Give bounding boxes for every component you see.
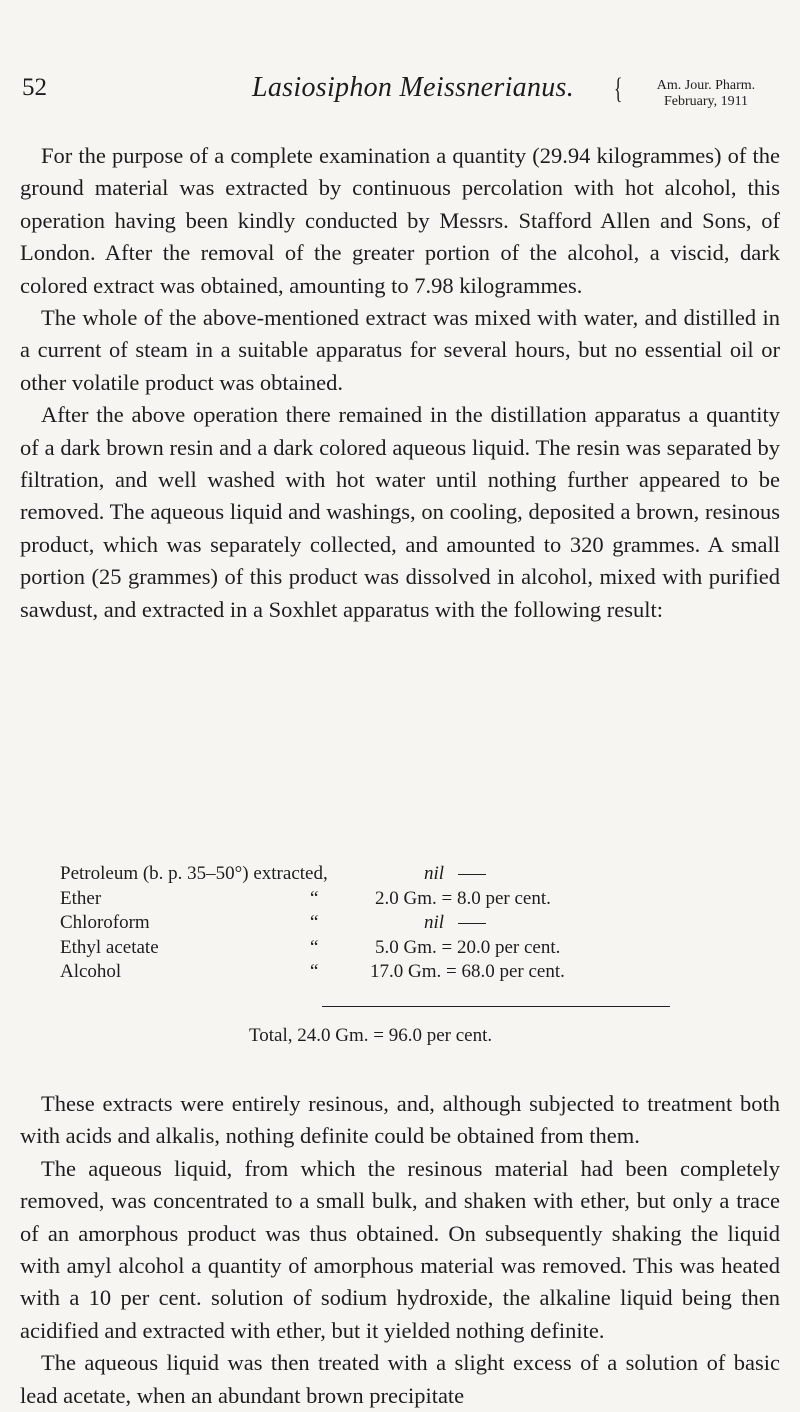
solvent-name: Petroleum (b. p. 35–50°) extracted, bbox=[60, 863, 328, 884]
solvent-name: Ethyl acetate bbox=[60, 936, 159, 958]
extraction-results-table bbox=[60, 862, 660, 1046]
body-text-lower bbox=[20, 1088, 780, 1412]
result-value: 5.0 Gm. = 20.0 per cent. bbox=[375, 936, 561, 958]
solvent-name: Chloroform bbox=[60, 912, 150, 933]
table-row bbox=[60, 911, 660, 936]
paragraph: These extracts were entirely resinous, and, although subjected to treatment both with acids and alkalis, nothing definite could be obtained from them. bbox=[20, 1091, 780, 1149]
nil-dash bbox=[458, 923, 486, 924]
total-rule bbox=[322, 1006, 670, 1007]
table-row bbox=[60, 862, 660, 887]
table-total: Total, 24.0 Gm. = 96.0 per cent. bbox=[249, 1025, 493, 1046]
paragraph: The whole of the above-mentioned extract was mixed with water, and distilled in a current of steam in a suitable apparatus for several hours, but no essential oil or other volatile product was obtained. bbox=[20, 305, 780, 395]
journal-name: Am. Jour. Pharm. bbox=[656, 78, 756, 93]
table-row bbox=[60, 887, 660, 912]
paragraph: The aqueous liquid was then treated with a slight excess of a solution of basic lead acetate, when an abundant brown precipitate bbox=[20, 1350, 780, 1408]
paragraph: The aqueous liquid, from which the resinous material had been completely removed, was concentrated to a small bulk, and shaken with ether, but only a trace of an amorphous product was thus obtained. On subsequently shaking the liquid with amyl alcohol a quantity of amorphous material was removed. This was heated with a 10 per cent. solution of sodium hydroxide, the alkaline liquid being then acidified and extracted with ether, but it yielded nothing definite. bbox=[20, 1155, 780, 1343]
table-row bbox=[60, 936, 660, 961]
ditto-mark: “ bbox=[310, 912, 319, 933]
result-value: 2.0 Gm. = 8.0 per cent. bbox=[375, 887, 551, 909]
page-number: 52 bbox=[22, 74, 47, 101]
paragraph: For the purpose of a complete examination a quantity (29.94 kilogrammes) of the ground material was extracted by continuous percolation with hot alcohol, this operation having been kindly conducted by Messrs. Stafford Allen and Sons, of London. After the removal of the greater portion of the alcohol, a viscid, dark colored extract was obtained, amounting to 7.98 kilogrammes. bbox=[20, 143, 780, 298]
journal-citation bbox=[626, 78, 786, 110]
result-value: nil bbox=[424, 912, 445, 933]
result-value: nil bbox=[424, 863, 445, 884]
journal-brace: { bbox=[613, 72, 623, 105]
running-title: Lasiosiphon Meissnerianus. bbox=[252, 72, 575, 103]
solvent-name: Ether bbox=[60, 887, 102, 909]
nil-dash bbox=[458, 874, 486, 875]
ditto-mark: “ bbox=[310, 936, 319, 958]
result-value: 17.0 Gm. = 68.0 per cent. bbox=[370, 961, 565, 982]
journal-date: February, 1911 bbox=[663, 94, 749, 109]
ditto-mark: “ bbox=[310, 887, 319, 909]
solvent-name: Alcohol bbox=[60, 961, 122, 982]
ditto-mark: “ bbox=[310, 961, 319, 982]
table-row bbox=[60, 960, 660, 985]
paragraph: After the above operation there remained in the distillation apparatus a quantity of a dark brown resin and a dark colored aqueous liquid. The resin was separated by filtration, and well washed with hot water until nothing further appeared to be removed. The aqueous liquid and washings, on cooling, deposited a brown, resinous product, which was separately collected, and amounted to 320 grammes. A small portion (25 grammes) of this product was dissolved in alcohol, mixed with purified sawdust, and extracted in a Soxhlet apparatus with the following result: bbox=[20, 402, 780, 622]
body-text-upper bbox=[20, 140, 780, 626]
